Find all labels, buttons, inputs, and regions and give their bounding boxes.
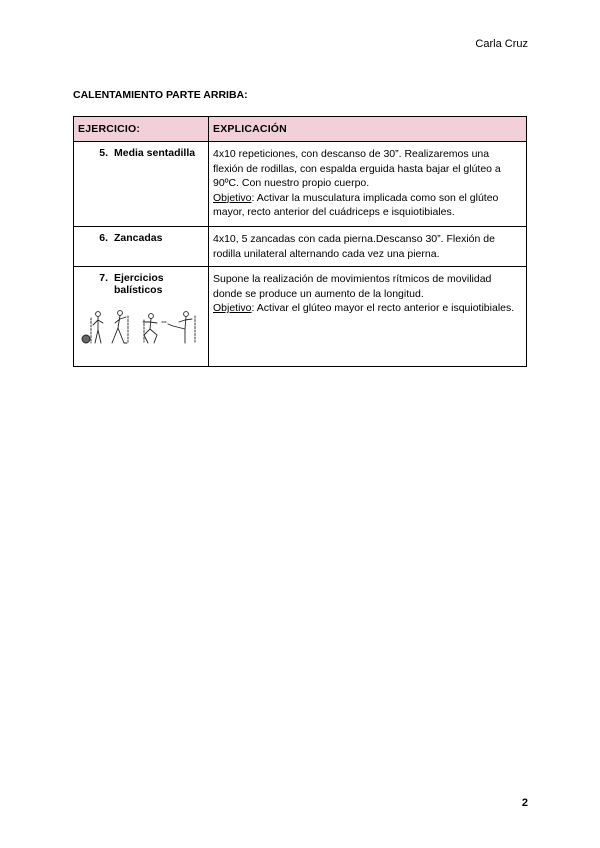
exercise-description: Supone la realización de movimientos rítmicos de movilidad donde se produce un aumento de la longitud. bbox=[213, 273, 492, 300]
ballistic-exercise-illustration bbox=[80, 308, 204, 349]
exercise-name: Zancadas bbox=[114, 232, 163, 244]
exercise-number: 7. bbox=[99, 272, 108, 284]
exercise-cell bbox=[74, 267, 209, 367]
exercise-cell bbox=[74, 142, 209, 227]
exercise-description: 4x10 repeticiones, con descanso de 30”. Realizaremos una flexión de rodillas, con espalda erguida hasta bajar el glúteo a 90ºC. Con nuestro propio cuerpo. bbox=[213, 148, 501, 189]
table-header-row bbox=[74, 117, 527, 142]
exercise-description: 4x10, 5 zancadas con cada pierna.Descanso 30”. Flexión de rodilla unilateral alternando cada vez una pierna. bbox=[213, 233, 495, 260]
header-exercise: EJERCICIO: bbox=[74, 117, 209, 142]
table-row bbox=[74, 142, 527, 227]
header-explanation: EXPLICACIÓN bbox=[209, 117, 527, 142]
exercise-number: 6. bbox=[99, 232, 108, 244]
exercise-name: Ejercicios balísticos bbox=[114, 272, 164, 296]
objective-text: : Activar la musculatura implicada como son el glúteo mayor, recto anterior del cuádriceps e isquiotibiales. bbox=[213, 191, 499, 218]
explanation-cell bbox=[209, 142, 527, 227]
objective-label: Objetivo bbox=[213, 191, 252, 204]
page-number: 2 bbox=[521, 797, 528, 809]
exercise-cell bbox=[74, 227, 209, 267]
exercise-number: 5. bbox=[99, 147, 108, 159]
objective-text: : Activar el glúteo mayor el recto anterior e isquiotibiales. bbox=[251, 302, 515, 314]
exercise-table bbox=[73, 116, 527, 367]
explanation-cell bbox=[209, 227, 527, 267]
objective-label: Objetivo bbox=[213, 302, 252, 314]
section-title: CALENTAMIENTO PARTE ARRIBA: bbox=[73, 89, 248, 101]
exercise-name: Media sentadilla bbox=[114, 147, 196, 159]
explanation-cell bbox=[209, 267, 527, 367]
author-name: Carla Cruz bbox=[475, 38, 528, 50]
table-row bbox=[74, 227, 527, 267]
table-row bbox=[74, 267, 527, 367]
